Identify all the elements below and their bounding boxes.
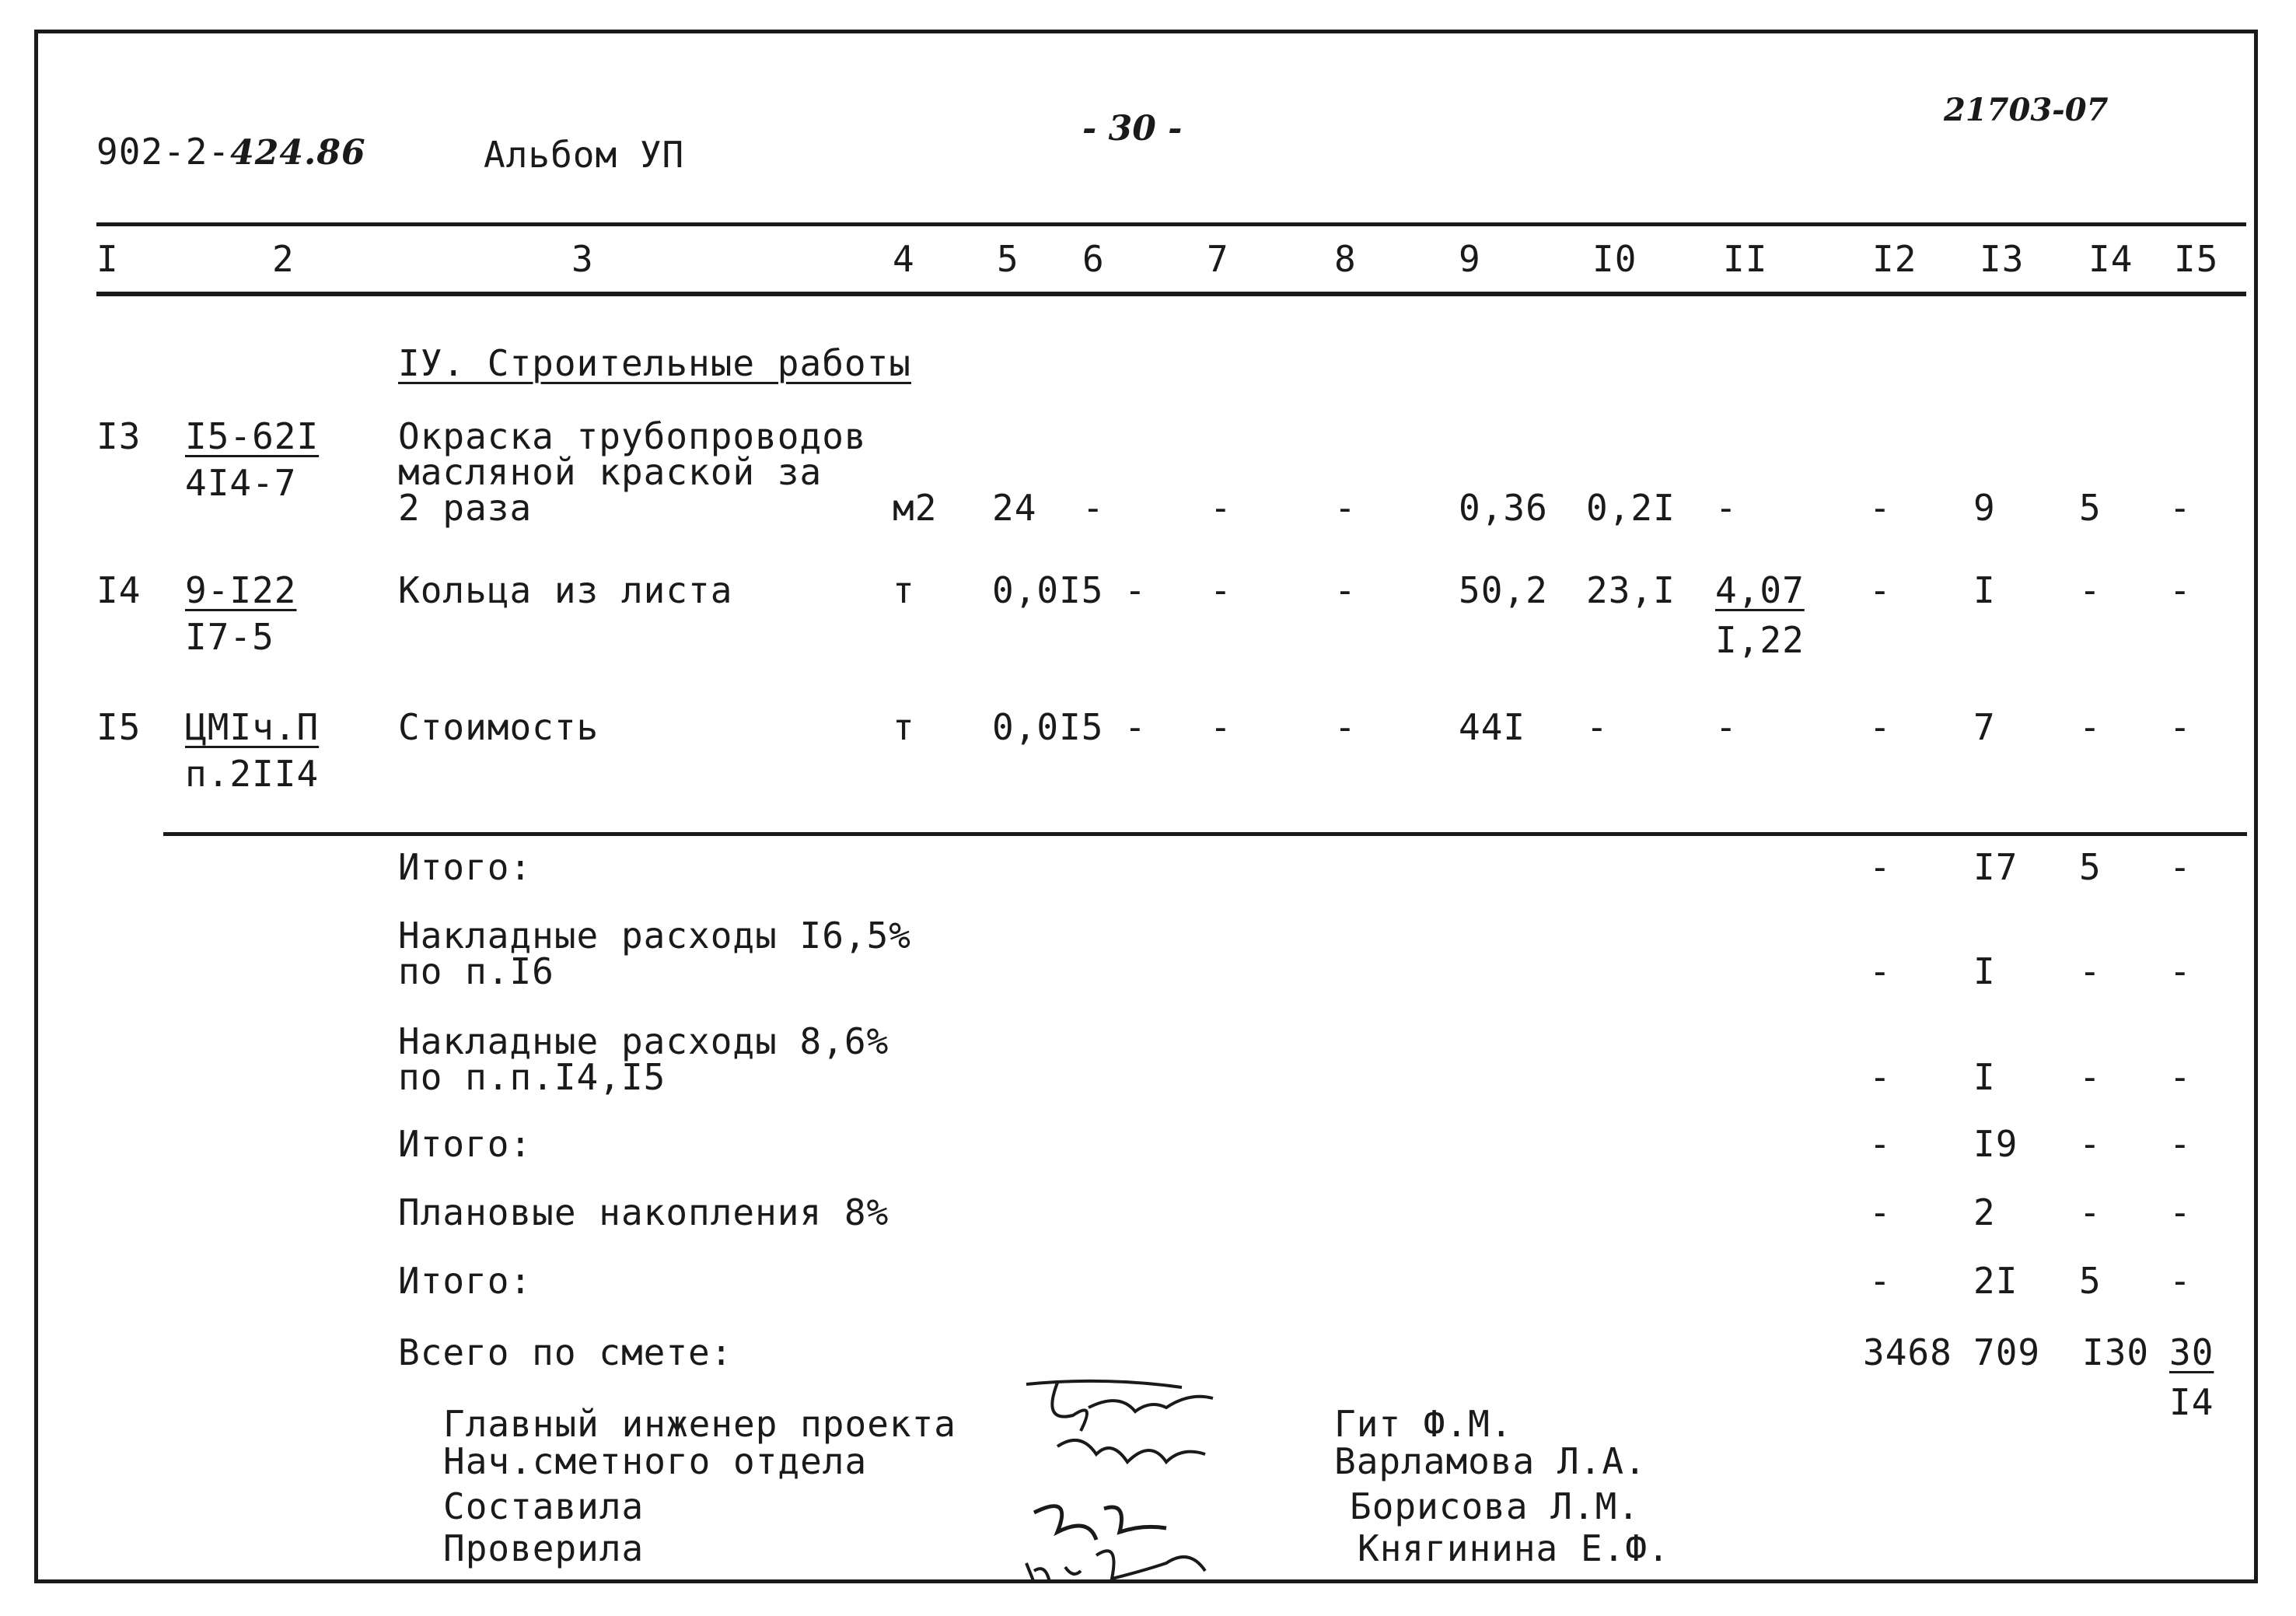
total-col15: - (2169, 846, 2192, 888)
total-col12: - (1869, 846, 1892, 888)
total-col15: - (2169, 1056, 2192, 1098)
column-header-13: I3 (1980, 238, 2025, 280)
row-col7: - (1210, 569, 1232, 611)
row-col13: 7 (1973, 706, 1996, 748)
total-col13: I7 (1973, 846, 2018, 888)
row-col7: - (1210, 487, 1232, 529)
row-code-secondary: п.2II4 (185, 753, 320, 795)
row-col8: - (1334, 487, 1357, 529)
row-code: 9-I22 (185, 569, 297, 611)
column-header-9: 9 (1459, 238, 1481, 280)
row-col8: - (1334, 706, 1357, 748)
signature-role: Проверила (443, 1527, 645, 1569)
row-name: Кольца из листа (398, 569, 733, 611)
column-header-12: I2 (1872, 238, 1917, 280)
total-col12: - (1869, 1056, 1892, 1098)
total-col12: - (1869, 1260, 1892, 1302)
column-header-14: I4 (2088, 238, 2133, 280)
total-col15: 30 (2169, 1331, 2214, 1373)
column-header-6: 6 (1082, 238, 1105, 280)
total-col12: - (1869, 950, 1892, 992)
row-col12: - (1869, 706, 1892, 748)
row-code-secondary: 4I4-7 (185, 462, 297, 504)
album-label: Альбом УП (484, 134, 685, 176)
row-col14: - (2079, 569, 2102, 611)
row-unit: т (893, 569, 915, 611)
total-col15: - (2169, 1191, 2192, 1233)
header-rule-bottom (96, 292, 2246, 296)
signature-name: Борисова Л.М. (1350, 1485, 1641, 1527)
row-col11: - (1715, 706, 1738, 748)
row-col10: 0,2I (1586, 487, 1676, 529)
row-code: ЦМIч.П (185, 706, 320, 748)
row-col8: - (1334, 569, 1357, 611)
total-col14: - (2079, 950, 2102, 992)
row-col10: - (1586, 706, 1609, 748)
row-col9: 50,2 (1459, 569, 1548, 611)
signature-role: Нач.сметного отдела (443, 1440, 868, 1482)
row-col11-secondary: I,22 (1715, 619, 1805, 661)
total-col15: - (2169, 1260, 2192, 1302)
row-col12: - (1869, 569, 1892, 611)
column-header-10: I0 (1592, 238, 1637, 280)
total-col14: 5 (2079, 1260, 2102, 1302)
row-col15: - (2169, 706, 2192, 748)
row-number: I3 (96, 415, 142, 457)
row-col6: - (1124, 706, 1147, 748)
archive-code: 21703-07 (1944, 92, 2109, 128)
row-col10: 23,I (1586, 569, 1676, 611)
doc-number: 902-2-424.86 (96, 131, 366, 173)
row-col14: - (2079, 706, 2102, 748)
total-label: Накладные расходы 8,6% по п.п.I4,I5 (398, 1020, 889, 1098)
row-unit: т (893, 706, 915, 748)
row-col11: 4,07 (1715, 569, 1805, 611)
total-col15: - (2169, 950, 2192, 992)
row-number: I4 (96, 569, 142, 611)
total-col13: I (1973, 1056, 1996, 1098)
total-col14: I30 (2082, 1331, 2150, 1373)
row-col15: - (2169, 569, 2192, 611)
column-header-4: 4 (893, 238, 915, 280)
signature-role: Главный инженер проекта (443, 1403, 956, 1445)
column-header-2: 2 (272, 238, 295, 280)
column-header-7: 7 (1207, 238, 1229, 280)
row-code: I5-62I (185, 415, 320, 457)
column-header-11: II (1723, 238, 1768, 280)
total-col12: - (1869, 1191, 1892, 1233)
total-col13: I9 (1973, 1123, 2018, 1165)
total-col14: 5 (2079, 846, 2102, 888)
row-col9: 0,36 (1459, 487, 1548, 529)
signature-name: Княгинина Е.Ф. (1358, 1527, 1670, 1569)
total-label: Всего по смете: (398, 1331, 733, 1373)
column-header-5: 5 (997, 238, 1019, 280)
row-col12: - (1869, 487, 1892, 529)
row-number: I5 (96, 706, 142, 748)
row-quantity: 24 (992, 487, 1037, 529)
row-quantity: 0,0I5 (992, 706, 1104, 748)
column-header-1: I (96, 238, 119, 280)
row-unit: м2 (893, 487, 938, 529)
total-label: Плановые накопления 8% (398, 1191, 889, 1233)
row-col9: 44I (1459, 706, 1526, 748)
total-col15-secondary: I4 (2169, 1381, 2214, 1423)
total-label: Итого: (398, 1260, 533, 1302)
total-label: Итого: (398, 846, 533, 888)
total-label: Накладные расходы I6,5% по п.I6 (398, 915, 911, 992)
row-col11: - (1715, 487, 1738, 529)
row-col13: 9 (1973, 487, 1996, 529)
column-header-8: 8 (1334, 238, 1357, 280)
header-rule-top (96, 222, 2246, 226)
total-col12: 3468 (1863, 1331, 1952, 1373)
row-name: Окраска трубопроводов масляной краской за 2 раза (398, 415, 867, 529)
handwritten-signatures (1011, 1376, 1306, 1586)
doc-number-handwritten: 424.86 (230, 133, 366, 173)
signature-role: Составила (443, 1485, 645, 1527)
column-header-15: I5 (2174, 238, 2219, 280)
row-code-secondary: I7-5 (185, 616, 274, 658)
total-label: Итого: (398, 1123, 533, 1165)
total-col14: - (2079, 1191, 2102, 1233)
row-col7: - (1210, 706, 1232, 748)
page-number: - 30 - (1082, 109, 1183, 149)
signature-name: Гит Ф.М. (1334, 1403, 1513, 1445)
row-col6: - (1082, 487, 1105, 529)
column-header-3: 3 (571, 238, 594, 280)
row-name: Стоимость (398, 706, 599, 748)
row-col15: - (2169, 487, 2192, 529)
total-col13: I (1973, 950, 1996, 992)
row-col6: - (1124, 569, 1147, 611)
total-col15: - (2169, 1123, 2192, 1165)
signature-name: Варламова Л.А. (1334, 1440, 1647, 1482)
row-col14: 5 (2079, 487, 2102, 529)
total-col14: - (2079, 1056, 2102, 1098)
section-title: IУ. Строительные работы (398, 342, 911, 384)
total-col13: 2I (1973, 1260, 2018, 1302)
row-quantity: 0,0I5 (992, 569, 1104, 611)
total-col14: - (2079, 1123, 2102, 1165)
row-col13: I (1973, 569, 1996, 611)
total-col13: 709 (1973, 1331, 2041, 1373)
totals-rule (163, 832, 2247, 836)
total-col13: 2 (1973, 1191, 1996, 1233)
total-col12: - (1869, 1123, 1892, 1165)
